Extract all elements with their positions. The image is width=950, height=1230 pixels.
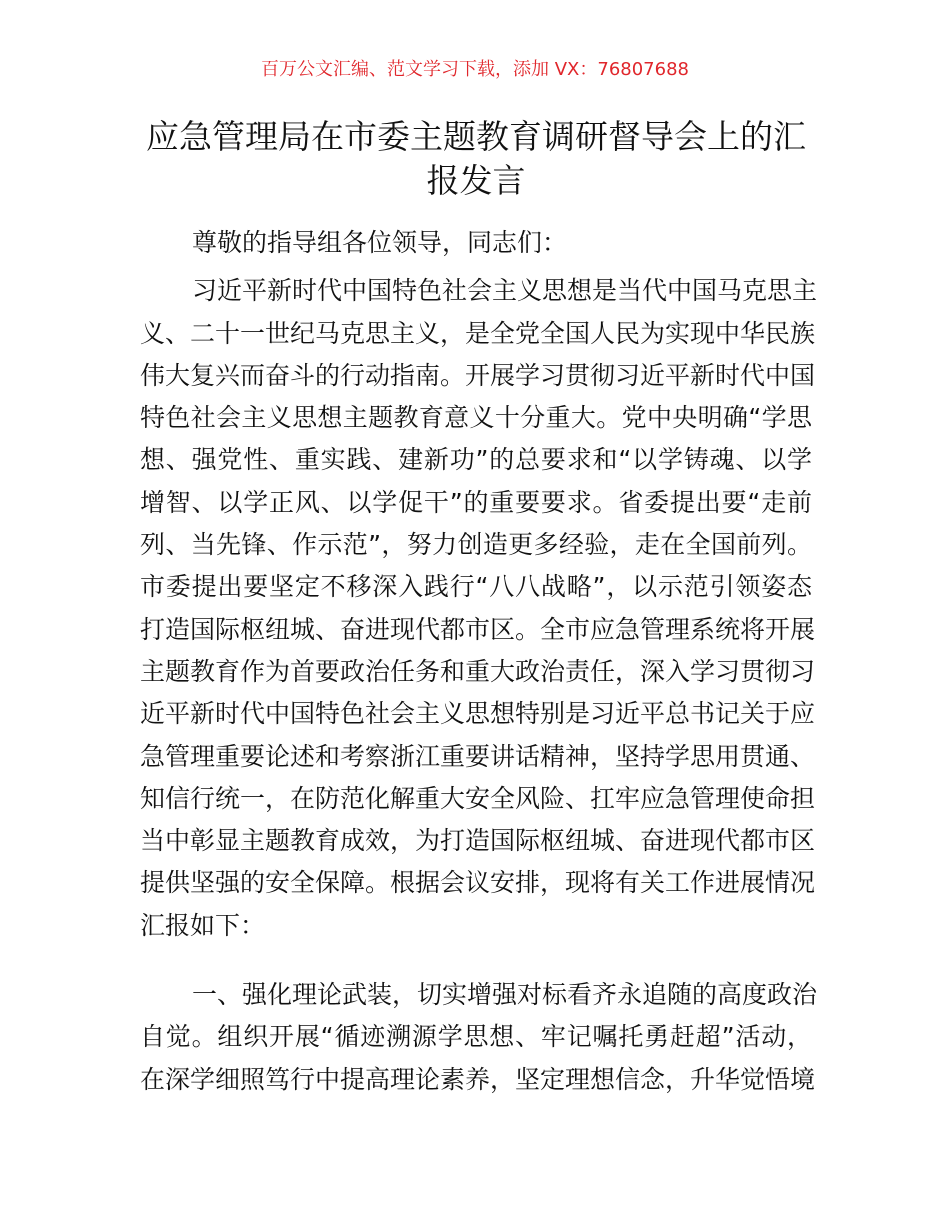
text-line: 习近平新时代中国特色社会主义思想是当代中国马克思主 (192, 276, 818, 306)
text-line: 近平新时代中国特色社会主义思想特别是习近平总书记关于应 (140, 699, 816, 729)
text-line: 列、当先锋、作示范”，努力创造更多经验，走在全国前列。 (140, 530, 812, 560)
text-line: 市委提出要坚定不移深入践行“八八战略”，以示范引领姿态 (140, 572, 812, 602)
greeting-paragraph (140, 222, 812, 264)
text-line: 一、强化理论武装，切实增强对标看齐永追随的高度政治 (192, 980, 818, 1010)
text-line: 增智、以学正风、以学促干”的重要要求。省委提出要“走前 (140, 487, 812, 517)
text-line: 想、强党性、重实践、建新功”的总要求和“以学铸魂、以学 (140, 445, 812, 475)
title-line: 应急管理局在市委主题教育调研督导会上的汇 (146, 117, 806, 156)
document-title (140, 115, 812, 203)
text-line: 特色社会主义思想主题教育意义十分重大。党中央明确“学思 (140, 403, 812, 433)
text-line: 知信行统一，在防范化解重大安全风险、扛牢应急管理使命担 (140, 783, 816, 813)
text-line: 在深学细照笃行中提高理论素养，坚定理想信念，升华觉悟境 (140, 1064, 816, 1094)
text-line: 义、二十一世纪马克思主义，是全党全国人民为实现中华民族 (140, 318, 816, 348)
text-line: 伟大复兴而奋斗的行动指南。开展学习贯彻习近平新时代中国 (140, 360, 816, 390)
paragraph-intro (140, 270, 818, 947)
title-line: 报发言 (426, 161, 526, 200)
document-body (140, 222, 818, 1107)
text-line: 打造国际枢纽城、奋进现代都市区。全市应急管理系统将开展 (140, 614, 816, 644)
text-line: 自觉。组织开展“循迹溯源学思想、牢记嘱托勇赶超”活动， (140, 1022, 812, 1052)
download-notice-header: 百万公文汇编、范文学习下载，添加 VX：76807688 (261, 59, 689, 80)
paragraph-section-one (140, 974, 818, 1101)
text-line: 当中彰显主题教育成效，为打造国际枢纽城、奋进现代都市区 (140, 826, 816, 856)
text-line: 主题教育作为首要政治任务和重大政治责任，深入学习贯彻习 (140, 656, 816, 686)
text-line: 急管理重要论述和考察浙江重要讲话精神，坚持学思用贯通、 (140, 741, 816, 771)
greeting: 尊敬的指导组各位领导，同志们： (192, 228, 568, 257)
text-line: 提供坚强的安全保障。根据会议安排，现将有关工作进展情况 (140, 868, 816, 898)
text-line: 汇报如下： (140, 910, 266, 940)
